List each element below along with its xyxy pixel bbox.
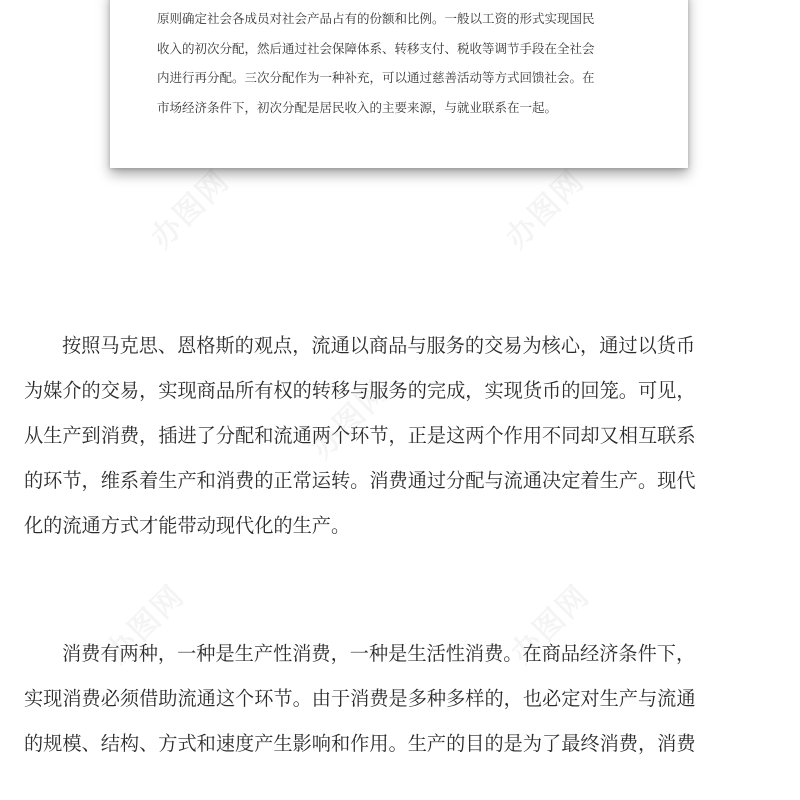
body-text-line: 化的流通方式才能带动现代化的生产。 [24,514,351,537]
card-text-line: 收入的初次分配，然后通过社会保障体系、转移支付、税收等调节手段在全社会 [157,40,595,56]
body-text-line: 按照马克思、恩格斯的观点，流通以商品与服务的交易为核心，通过以货币 [62,334,696,357]
card-text-line: 原则确定社会各成员对社会产品占有的份额和比例。一般以工资的形式实现国民 [157,11,595,26]
paragraph-circulation [24,323,780,548]
paragraph-consumption [24,631,780,766]
body-text-line: 从生产到消费，插进了分配和流通两个环节，正是这两个作用不同却又相互联系 [24,424,696,447]
body-text-line: 实现消费必须借助流通这个环节。由于消费是多种多样的，也必定对生产与流通 [24,687,696,710]
card-text-line: 内进行再分配。三次分配作为一种补充，可以通过慈善活动等方式回馈社会。在 [157,70,595,85]
summary-card-text [157,4,657,122]
watermark [139,158,238,257]
body-text-line: 消费有两种，一种是生产性消费，一种是生活性消费。在商品经济条件下， [62,642,696,665]
body-text-line: 的环节，维系着生产和消费的正常运转。消费通过分配与流通决定着生产。现代 [24,469,696,492]
watermark [494,158,593,257]
card-text-line: 市场经济条件下，初次分配是居民收入的主要来源，与就业联系在一起。 [157,99,558,115]
body-text-line: 为媒介的交易，实现商品所有权的转移与服务的完成，实现货币的回笼。可见， [24,379,696,402]
body-text-line: 的规模、结构、方式和速度产生影响和作用。生产的目的是为了最终消费，消费 [24,732,696,755]
